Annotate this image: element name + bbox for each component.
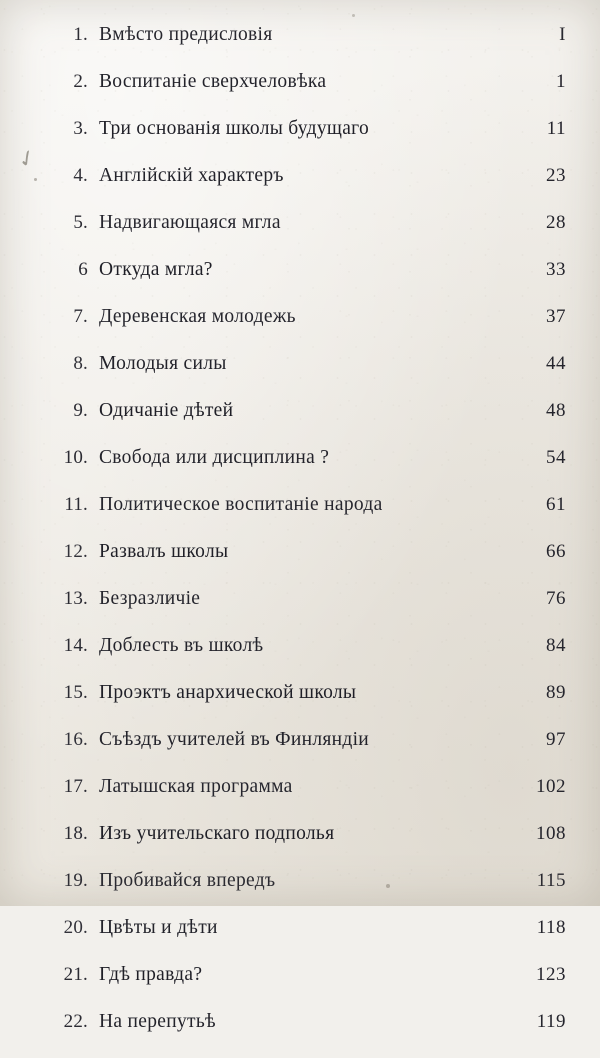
toc-entry-number: 10. bbox=[63, 447, 88, 468]
toc-leader-dots bbox=[272, 646, 520, 647]
toc-entry[interactable] bbox=[0, 447, 600, 494]
toc-entry-page-number: 66 bbox=[546, 541, 566, 562]
toc-entry-page-number: I bbox=[559, 24, 566, 45]
toc-leader-dots-text bbox=[305, 317, 520, 318]
toc-entry-page-number: 102 bbox=[536, 776, 566, 797]
toc-leader-dots bbox=[365, 693, 520, 694]
toc-entry-title: Доблесть въ школѣ bbox=[99, 635, 264, 656]
toc-entry[interactable] bbox=[0, 917, 600, 964]
toc-leader-dots-text bbox=[392, 505, 520, 506]
toc-entry-title: Развалъ школы bbox=[99, 541, 229, 562]
toc-entry-title: Одичаніе дѣтей bbox=[99, 400, 234, 421]
toc-leader-dots-text bbox=[236, 364, 520, 365]
toc-entry-page-number: 48 bbox=[546, 400, 566, 421]
toc-entry[interactable] bbox=[0, 494, 600, 541]
toc-entry-number: 19. bbox=[63, 870, 88, 891]
toc-entry-number: 4. bbox=[73, 165, 88, 186]
toc-leader-dots bbox=[225, 1022, 520, 1023]
toc-entry-page-number: 1 bbox=[556, 71, 566, 92]
toc-leader-dots-text bbox=[343, 834, 520, 835]
toc-entry-number: 8. bbox=[73, 353, 88, 374]
toc-leader-dots-text bbox=[365, 693, 520, 694]
toc-entry[interactable] bbox=[0, 118, 600, 165]
toc-leader-dots bbox=[338, 458, 520, 459]
toc-leader-dots-text bbox=[284, 881, 520, 882]
toc-entry-title: Вмѣсто предисловія bbox=[99, 24, 273, 45]
toc-entry[interactable] bbox=[0, 729, 600, 776]
toc-entry-page-number: 33 bbox=[546, 259, 566, 280]
toc-entry-title: Политическое воспитаніе народа bbox=[99, 494, 383, 515]
toc-entry-page-number: 37 bbox=[546, 306, 566, 327]
toc-leader-dots bbox=[237, 552, 520, 553]
toc-entry-number: 2. bbox=[73, 71, 88, 92]
toc-leader-dots-text bbox=[272, 646, 520, 647]
toc-entry-title: Откуда мгла? bbox=[99, 259, 213, 280]
toc-leader-dots bbox=[282, 35, 520, 36]
toc-entry-number: 13. bbox=[63, 588, 88, 609]
toc-leader-dots-text bbox=[225, 1022, 520, 1023]
toc-entry[interactable] bbox=[0, 588, 600, 635]
toc-entry-page-number: 54 bbox=[546, 447, 566, 468]
toc-leader-dots bbox=[227, 928, 520, 929]
toc-entry-number: 5. bbox=[73, 212, 88, 233]
toc-entry-title: Англійскій характеръ bbox=[99, 165, 284, 186]
toc-entry-title: Безразличіе bbox=[99, 588, 201, 609]
toc-leader-dots-text bbox=[227, 928, 520, 929]
toc-entry-title: Свобода или дисциплина ? bbox=[99, 447, 330, 468]
toc-entry-page-number: 23 bbox=[546, 165, 566, 186]
toc-leader-dots bbox=[236, 364, 520, 365]
toc-entry[interactable] bbox=[0, 682, 600, 729]
toc-entry-page-number: 61 bbox=[546, 494, 566, 515]
toc-entry[interactable] bbox=[0, 823, 600, 870]
toc-entry-number: 9. bbox=[73, 400, 88, 421]
toc-entry-title: На перепутьѣ bbox=[99, 1011, 216, 1032]
toc-entry[interactable] bbox=[0, 212, 600, 259]
toc-leader-dots-text bbox=[222, 270, 520, 271]
toc-entry-title: Надвигающаяся мгла bbox=[99, 212, 281, 233]
toc-leader-dots bbox=[378, 129, 520, 130]
toc-leader-dots bbox=[222, 270, 520, 271]
toc-leader-dots bbox=[305, 317, 520, 318]
toc-entry[interactable] bbox=[0, 165, 600, 212]
toc-entry-title: Цвѣты и дѣти bbox=[99, 917, 218, 938]
toc-entry-title: Проэктъ анархической школы bbox=[99, 682, 357, 703]
toc-leader-dots bbox=[209, 599, 520, 600]
toc-entry[interactable] bbox=[0, 635, 600, 682]
toc-entry-title: Латышская программа bbox=[99, 776, 293, 797]
toc-entry-title: Молодыя силы bbox=[99, 353, 227, 374]
toc-leader-dots-text bbox=[338, 458, 520, 459]
toc-entry[interactable] bbox=[0, 71, 600, 118]
toc-entry-title: Изъ учительскаго подполья bbox=[99, 823, 335, 844]
toc-entry[interactable] bbox=[0, 1011, 600, 1058]
toc-entry[interactable] bbox=[0, 400, 600, 447]
toc-entry-page-number: 97 bbox=[546, 729, 566, 750]
toc-leader-dots-text bbox=[378, 740, 520, 741]
toc-leader-dots-text bbox=[237, 552, 520, 553]
toc-entry-number: 3. bbox=[73, 118, 88, 139]
toc-entry-number: 15. bbox=[63, 682, 88, 703]
toc-leader-dots bbox=[302, 787, 520, 788]
toc-entry-page-number: 11 bbox=[546, 118, 566, 139]
toc-leader-dots-text bbox=[290, 223, 520, 224]
toc-entry-number: 21. bbox=[63, 964, 88, 985]
toc-entry-page-number: 28 bbox=[546, 212, 566, 233]
toc-leader-dots bbox=[211, 975, 520, 976]
toc-entry-title: Пробивайся впередъ bbox=[99, 870, 276, 891]
toc-entry[interactable] bbox=[0, 259, 600, 306]
toc-leader-dots bbox=[335, 82, 520, 83]
toc-entry-number: 17. bbox=[63, 776, 88, 797]
toc-leader-dots bbox=[242, 411, 520, 412]
toc-leader-dots bbox=[293, 176, 520, 177]
toc-entry-page-number: 84 bbox=[546, 635, 566, 656]
toc-entry-number: 20. bbox=[63, 917, 88, 938]
toc-entry-number: 6 bbox=[78, 259, 88, 280]
toc-leader-dots-text bbox=[209, 599, 520, 600]
toc-entry-page-number: 115 bbox=[536, 870, 566, 891]
toc-entry[interactable] bbox=[0, 964, 600, 1011]
toc-entry-page-number: 76 bbox=[546, 588, 566, 609]
toc-entry-number: 11. bbox=[64, 494, 88, 515]
toc-entry[interactable] bbox=[0, 306, 600, 353]
toc-leader-dots bbox=[284, 881, 520, 882]
toc-entry-page-number: 89 bbox=[546, 682, 566, 703]
toc-entry-number: 18. bbox=[63, 823, 88, 844]
toc-entry[interactable] bbox=[0, 541, 600, 588]
toc-leader-dots-text bbox=[211, 975, 520, 976]
toc-leader-dots-text bbox=[242, 411, 520, 412]
toc-entry-number: 16. bbox=[63, 729, 88, 750]
toc-entry[interactable] bbox=[0, 776, 600, 823]
toc-leader-dots bbox=[343, 834, 520, 835]
toc-leader-dots-text bbox=[335, 82, 520, 83]
toc-leader-dots bbox=[290, 223, 520, 224]
toc-entry-page-number: 118 bbox=[536, 917, 566, 938]
toc-entry[interactable] bbox=[0, 870, 600, 917]
toc-entry-title: Гдѣ правда? bbox=[99, 964, 203, 985]
toc-entry-title: Воспитаніе сверхчеловѣка bbox=[99, 71, 327, 92]
toc-entry-page-number: 123 bbox=[536, 964, 566, 985]
toc-entry-number: 12. bbox=[63, 541, 88, 562]
toc-entry-number: 14. bbox=[63, 635, 88, 656]
toc-entry-number: 22. bbox=[63, 1011, 88, 1032]
toc-entry-title: Деревенская молодежь bbox=[99, 306, 296, 327]
toc-entry-number: 1. bbox=[73, 24, 88, 45]
toc-leader-dots bbox=[392, 505, 520, 506]
toc-leader-dots-text bbox=[282, 35, 520, 36]
toc-entry[interactable] bbox=[0, 353, 600, 400]
toc-entry-page-number: 119 bbox=[536, 1011, 566, 1032]
toc-leader-dots bbox=[378, 740, 520, 741]
toc-entry-title: Съѣздъ учителей въ Финляндіи bbox=[99, 729, 370, 750]
pencil-tick-mark: ✓ bbox=[12, 143, 41, 174]
toc-entry-page-number: 44 bbox=[546, 353, 566, 374]
toc-entry-title: Три основанія школы будущаго bbox=[99, 118, 370, 139]
toc-entry-number: 7. bbox=[73, 306, 88, 327]
toc-entry-page-number: 108 bbox=[536, 823, 566, 844]
toc-entry[interactable] bbox=[0, 24, 600, 71]
toc-leader-dots-text bbox=[302, 787, 520, 788]
